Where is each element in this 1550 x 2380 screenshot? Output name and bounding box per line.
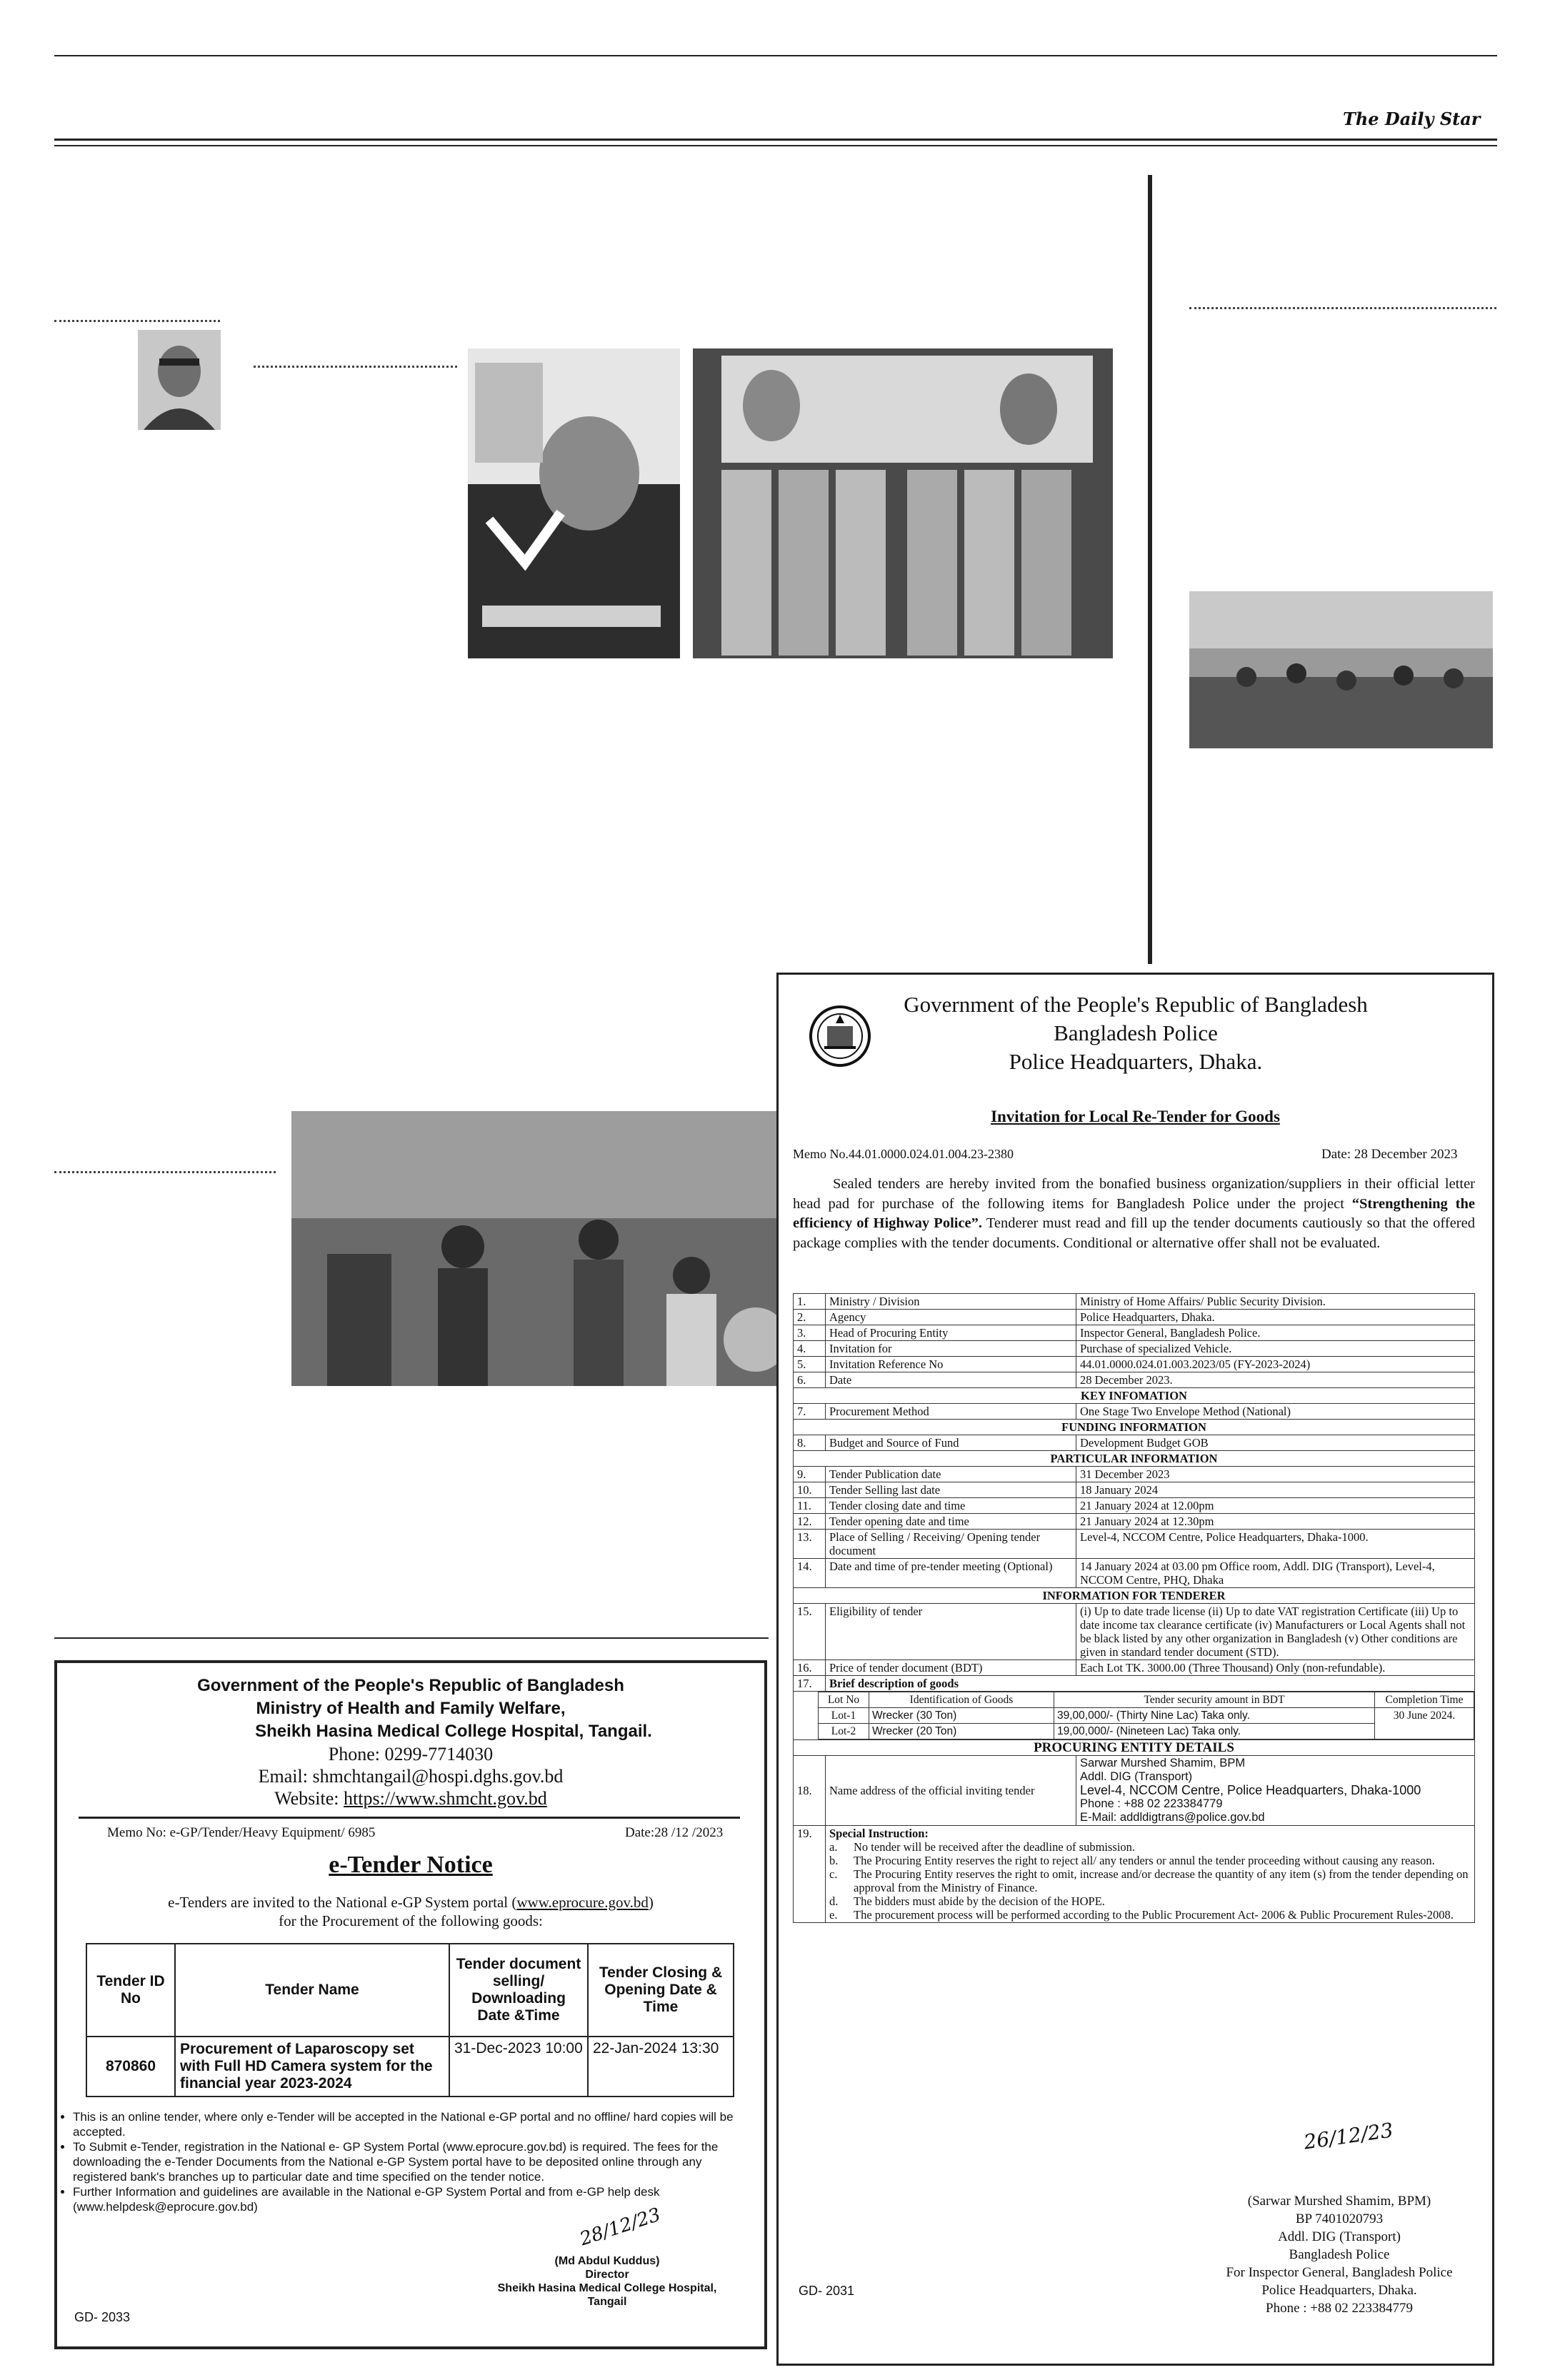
instruction-text: The bidders must abide by the decision of the HOPE.	[854, 1894, 1105, 1908]
table-row	[794, 1341, 1475, 1357]
goods-name: Wrecker (20 Ton)	[869, 1724, 1054, 1739]
row-value: 28 December 2023.	[1076, 1372, 1475, 1388]
signatory-line: Addl. DIG (Transport)	[1278, 2229, 1401, 2244]
row-value: 14 January 2024 at 03.00 pm Office room, Addl. DIG (Transport), Level-4, NCCOM Centre, PHQ, Dhaka	[1076, 1559, 1475, 1588]
row-number: 18.	[794, 1756, 826, 1826]
list-item: • Further Information and guidelines are available in the National e-GP System Portal and from e-GP help desk (www.helpdesk@eprocure.gov.bd)	[73, 2184, 743, 2214]
row-value: Purchase of specialized Vehicle.	[1076, 1341, 1475, 1357]
row-value: Each Lot TK. 3000.00 (Three Thousand) Only (non-refundable).	[1076, 1660, 1475, 1676]
row-label: Date and time of pre-tender meeting (Optional)	[826, 1559, 1076, 1588]
row-label: Price of tender document (BDT)	[826, 1660, 1076, 1676]
ad-website	[57, 1787, 764, 1809]
memo-number: Memo No: e-GP/Tender/Heavy Equipment/ 6985	[107, 1825, 376, 1840]
row-label: Brief description of goods	[826, 1676, 1475, 1692]
list-item: • This is an online tender, where only e-Tender will be accepted in the National e-GP portal and no offline/ hard copies will be accepted.	[73, 2109, 743, 2139]
ad-header-line: Government of the People's Republic of Bangladesh	[904, 992, 1368, 1017]
table-row	[794, 1676, 1475, 1692]
ad-header-line: Police Headquarters, Dhaka.	[1009, 1049, 1263, 1074]
section-row	[794, 1740, 1475, 1756]
row-label: Agency	[826, 1310, 1076, 1325]
row-value: 18 January 2024	[1076, 1482, 1475, 1498]
e-tender-notice-ad	[54, 1660, 767, 2349]
row-number: 9.	[794, 1467, 826, 1482]
table-row	[794, 1660, 1475, 1676]
wall-posters-photo	[693, 348, 1113, 658]
row-label: Tender opening date and time	[826, 1514, 1076, 1530]
notice-intro	[793, 1175, 1475, 1253]
list-item	[829, 1854, 1471, 1867]
rows-group	[794, 1604, 1475, 1676]
signatory-block	[486, 2254, 729, 2309]
column-header: Tender document selling/ Downloading Date &Time	[449, 1944, 588, 2037]
notice-title: e-Tender Notice	[329, 1852, 493, 1878]
table-row	[86, 2037, 734, 2097]
row-value: 44.01.0000.024.01.003.2023/05 (FY-2023-2024)	[1076, 1357, 1475, 1372]
notes-list	[57, 2109, 743, 2214]
row-label: Date	[826, 1372, 1076, 1388]
column-header: Lot No	[819, 1692, 869, 1708]
masthead-logo: The Daily Star	[1343, 109, 1481, 129]
rows-group	[794, 1467, 1475, 1588]
completion-time: 30 June 2024.	[1375, 1708, 1474, 1739]
official-line: E-Mail: addldigtrans@police.gov.bd	[1080, 1811, 1265, 1824]
goods-row	[794, 1692, 1475, 1740]
section-heading: FUNDING INFORMATION	[794, 1420, 1475, 1435]
signatory-line: Phone : +88 02 223384779	[1266, 2301, 1413, 2316]
notice-title: Invitation for Local Re-Tender for Goods	[991, 1108, 1280, 1125]
memo-date: Date: 28 December 2023	[1321, 1147, 1458, 1162]
instruction-key: d.	[829, 1894, 839, 1908]
lot-number: Lot-1	[819, 1708, 869, 1724]
column-header: Tender ID No	[86, 1944, 175, 2037]
list-item	[829, 1908, 1471, 1922]
ad-header-line: Government of the People's Republic of Bangladesh	[197, 1676, 624, 1695]
section-row	[794, 1388, 1475, 1404]
instruction-text: No tender will be received after the deadline of submission.	[854, 1840, 1136, 1854]
gd-number: GD- 2033	[74, 2310, 131, 2324]
row-value: Police Headquarters, Dhaka.	[1076, 1310, 1475, 1325]
signatory-line: Sheikh Hasina Medical College Hospital,	[497, 2282, 717, 2294]
intro-text: e-Tenders are invited to the National e-GP System portal (	[168, 1894, 517, 1911]
project-name: “Strengthening the efficiency of Highway Police”.	[793, 1195, 1475, 1231]
goods-header-row	[819, 1692, 1474, 1708]
column-divider-right	[1148, 175, 1152, 964]
signatory-line: Police Headquarters, Dhaka.	[1261, 2283, 1417, 2298]
ad-header-rule	[79, 1817, 740, 1819]
table-row	[794, 1310, 1475, 1325]
column-header: Tender security amount in BDT	[1054, 1692, 1375, 1708]
section-rule	[54, 1637, 769, 1639]
signature: 26/12/23	[1302, 2118, 1395, 2154]
table-row	[794, 1514, 1475, 1530]
goods-name: Wrecker (30 Ton)	[869, 1708, 1054, 1724]
row-value: Development Budget GOB	[1076, 1435, 1475, 1451]
section-divider	[54, 1171, 276, 1173]
row-number: 13.	[794, 1530, 826, 1559]
goods-cell	[794, 1692, 1475, 1740]
section-row	[794, 1451, 1475, 1467]
section-row	[794, 1420, 1475, 1435]
row-number: 11.	[794, 1498, 826, 1514]
table-row	[794, 1756, 1475, 1826]
instruction-key: a.	[829, 1840, 838, 1854]
row-label: Tender Selling last date	[826, 1482, 1076, 1498]
table-header-row	[86, 1944, 734, 2037]
ad-header-line: Sheikh Hasina Medical College Hospital, Tangail.	[255, 1722, 652, 1741]
row-number: 19.	[794, 1826, 826, 1923]
top-rule	[54, 55, 1497, 56]
table-row	[794, 1467, 1475, 1482]
instructions-list	[829, 1840, 1471, 1922]
crowd-photo	[1189, 591, 1493, 748]
table-row	[794, 1294, 1475, 1310]
tender-closing-date: 22-Jan-2024 13:30	[588, 2037, 734, 2097]
section-row	[794, 1588, 1475, 1604]
row-label: Tender closing date and time	[826, 1498, 1076, 1514]
section-divider	[54, 320, 220, 322]
signatory-line: Tangail	[587, 2296, 627, 2308]
rows-group	[794, 1404, 1475, 1420]
rows-group	[794, 1294, 1475, 1388]
row-label: Head of Procuring Entity	[826, 1325, 1076, 1341]
row-label: Place of Selling / Receiving/ Opening tender document	[826, 1530, 1076, 1559]
goods-table	[818, 1692, 1474, 1739]
ad-header	[850, 990, 1421, 1076]
row-number: 1.	[794, 1294, 826, 1310]
row-number: 17.	[794, 1676, 826, 1692]
row-number: 5.	[794, 1357, 826, 1372]
ad-phone: Phone: 0299-7714030	[328, 1744, 494, 1764]
header-rule-1	[54, 139, 1497, 141]
special-instructions	[826, 1826, 1475, 1923]
intro-line-2: for the Procurement of the following goods:	[279, 1912, 543, 1929]
intro-text-end: Tenderer must read and fill up the tender documents cautiously so that the offered package complies with the tender documents. Conditional or alternative offer shall not be evaluated.	[793, 1215, 1475, 1251]
intro-text: Sealed tenders are hereby invited from the bonafied business organization/suppliers in their official letter head pad for purchase of the following items for Bangladesh Police under the project	[793, 1176, 1475, 1212]
row-number: 4.	[794, 1341, 826, 1357]
gd-number: GD- 2031	[799, 2284, 855, 2298]
intro-text-end: )	[648, 1894, 654, 1911]
row-value: 21 January 2024 at 12.00pm	[1076, 1498, 1475, 1514]
table-row	[794, 1482, 1475, 1498]
table-row	[794, 1826, 1475, 1923]
row-label: Tender Publication date	[826, 1467, 1076, 1482]
table-row	[794, 1357, 1475, 1372]
section-divider	[1189, 307, 1496, 309]
ad-email: Email: shmchtangail@hospi.dghs.gov.bd	[258, 1766, 564, 1787]
row-label: Special Instruction:	[829, 1827, 929, 1840]
official-line: Sarwar Murshed Shamim, BPM	[1080, 1757, 1246, 1769]
row-label: Budget and Source of Fund	[826, 1435, 1076, 1451]
row-label: Ministry / Division	[826, 1294, 1076, 1310]
row-label: Eligibility of tender	[826, 1604, 1076, 1660]
section-heading: INFORMATION FOR TENDERER	[794, 1588, 1475, 1604]
section-heading: PROCURING ENTITY DETAILS	[794, 1740, 1475, 1756]
tender-info-table	[793, 1293, 1475, 1923]
section-heading: PARTICULAR INFORMATION	[794, 1451, 1475, 1467]
row-number: 16.	[794, 1660, 826, 1676]
lot-number: Lot-2	[819, 1724, 869, 1739]
row-value: Ministry of Home Affairs/ Public Security Division.	[1076, 1294, 1475, 1310]
row-value: (i) Up to date trade license (ii) Up to date VAT registration Certificate (iii) Up to date income tax clearance certificate (iv) Manufacturers or Local Agents shall not be black listed by any other organization in Bangladesh (v) Other conditions are given in standard tender document (STD).	[1076, 1604, 1475, 1660]
row-label: Name address of the official inviting tender	[826, 1756, 1076, 1826]
column-header: Completion Time	[1375, 1692, 1474, 1708]
row-number: 10.	[794, 1482, 826, 1498]
signatory-line: Bangladesh Police	[1289, 2247, 1390, 2262]
row-number: 8.	[794, 1435, 826, 1451]
memo-number: Memo No.44.01.0000.024.01.004.23-2380	[793, 1147, 1014, 1161]
instruction-key: e.	[829, 1908, 838, 1922]
instruction-text: The procurement process will be performed according to the Public Procurement Act- 2006 & Public Procurement Rules-2008.	[854, 1908, 1454, 1922]
signature: 28/12/23	[577, 2204, 664, 2251]
official-line: Level-4, NCCOM Centre, Police Headquarters, Dhaka-1000	[1080, 1783, 1421, 1797]
list-item: • To Submit e-Tender, registration in the National e- GP System Portal (www.eprocure.gov.bd) is required. The fees for the downloading the e-Tender Documents from the National e-GP System portal have to be deposited online through any registered bank's branches up to particular date and time specified on the tender notice.	[73, 2139, 743, 2184]
procession-photo	[291, 1111, 829, 1386]
goods-row	[819, 1708, 1474, 1724]
signatory-line: (Sarwar Murshed Shamim, BPM)	[1247, 2194, 1431, 2209]
security-amount: 39,00,000/- (Thirty Nine Lac) Taka only.	[1054, 1708, 1375, 1724]
row-number: 6.	[794, 1372, 826, 1388]
signatory-line: Director	[585, 2269, 629, 2281]
info-table	[793, 1293, 1475, 1923]
row-label: Procurement Method	[826, 1404, 1076, 1420]
row-value: Level-4, NCCOM Centre, Police Headquarters, Dhaka-1000.	[1076, 1530, 1475, 1559]
website-label: Website:	[274, 1788, 344, 1809]
portrait-photo	[138, 330, 221, 430]
official-line: Addl. DIG (Transport)	[1080, 1770, 1193, 1783]
section-divider	[254, 366, 457, 368]
police-tender-ad	[776, 973, 1494, 2366]
instruction-text: The Procuring Entity reserves the right to omit, increase and/or decrease the quantity of any item (s) from the tender depending on approval from the Ministry of Finance.	[854, 1867, 1469, 1894]
tender-selling-date: 31-Dec-2023 10:00	[449, 2037, 588, 2097]
column-header: Tender Name	[175, 1944, 449, 2037]
table-row	[794, 1435, 1475, 1451]
column-header: Tender Closing & Opening Date & Time	[588, 1944, 734, 2037]
list-item	[829, 1840, 1471, 1854]
section-heading: KEY INFOMATION	[794, 1388, 1475, 1404]
row-label: Invitation for	[826, 1341, 1076, 1357]
official-details	[1076, 1756, 1475, 1826]
table-row	[794, 1498, 1475, 1514]
row-number: 3.	[794, 1325, 826, 1341]
table-row	[794, 1559, 1475, 1588]
list-item	[829, 1867, 1471, 1894]
ad-header-line: Bangladesh Police	[1054, 1020, 1218, 1045]
tender-table	[86, 1943, 734, 2097]
election-poster-photo	[468, 348, 680, 658]
instruction-text: The Procuring Entity reserves the right to reject all/ any tenders or annul the tender proceeding without causing any reason.	[854, 1854, 1435, 1867]
row-number: 2.	[794, 1310, 826, 1325]
rows-group	[794, 1435, 1475, 1451]
table-row	[794, 1372, 1475, 1388]
notice-intro	[57, 1893, 764, 1930]
instruction-key: b.	[829, 1854, 839, 1867]
row-value: One Stage Two Envelope Method (National)	[1076, 1404, 1475, 1420]
instruction-key: c.	[829, 1867, 838, 1881]
signatory-line: BP 7401020793	[1295, 2211, 1384, 2226]
row-number: 15.	[794, 1604, 826, 1660]
security-amount: 19,00,000/- (Nineteen Lac) Taka only.	[1054, 1724, 1375, 1739]
website-link[interactable]: https://www.shmcht.gov.bd	[344, 1788, 547, 1809]
header-rule-2	[54, 145, 1497, 146]
list-item	[829, 1894, 1471, 1908]
row-number: 12.	[794, 1514, 826, 1530]
memo-date: Date:28 /12 /2023	[625, 1825, 724, 1840]
row-number: 14.	[794, 1559, 826, 1588]
row-value: 31 December 2023	[1076, 1467, 1475, 1482]
ad-header-line: Ministry of Health and Family Welfare,	[256, 1699, 566, 1718]
row-label: Invitation Reference No	[826, 1357, 1076, 1372]
table-row	[794, 1604, 1475, 1660]
tender-id: 870860	[86, 2037, 175, 2097]
signatory-line: For Inspector General, Bangladesh Police	[1226, 2265, 1453, 2280]
notes-block	[57, 2109, 743, 2214]
row-value: 21 January 2024 at 12.30pm	[1076, 1514, 1475, 1530]
table-row	[794, 1530, 1475, 1559]
column-header: Identification of Goods	[869, 1692, 1054, 1708]
signatory-block	[1207, 2192, 1471, 2317]
table-row	[794, 1325, 1475, 1341]
row-number: 7.	[794, 1404, 826, 1420]
eprocure-link[interactable]: www.eprocure.gov.bd	[516, 1894, 649, 1911]
signatory-line: (Md Abdul Kuddus)	[554, 2255, 660, 2267]
official-line: Phone : +88 02 223384779	[1080, 1797, 1223, 1810]
tender-name: Procurement of Laparoscopy set with Full HD Camera system for the financial year 2023-2024	[175, 2037, 449, 2097]
row-value: Inspector General, Bangladesh Police.	[1076, 1325, 1475, 1341]
table-row	[794, 1404, 1475, 1420]
